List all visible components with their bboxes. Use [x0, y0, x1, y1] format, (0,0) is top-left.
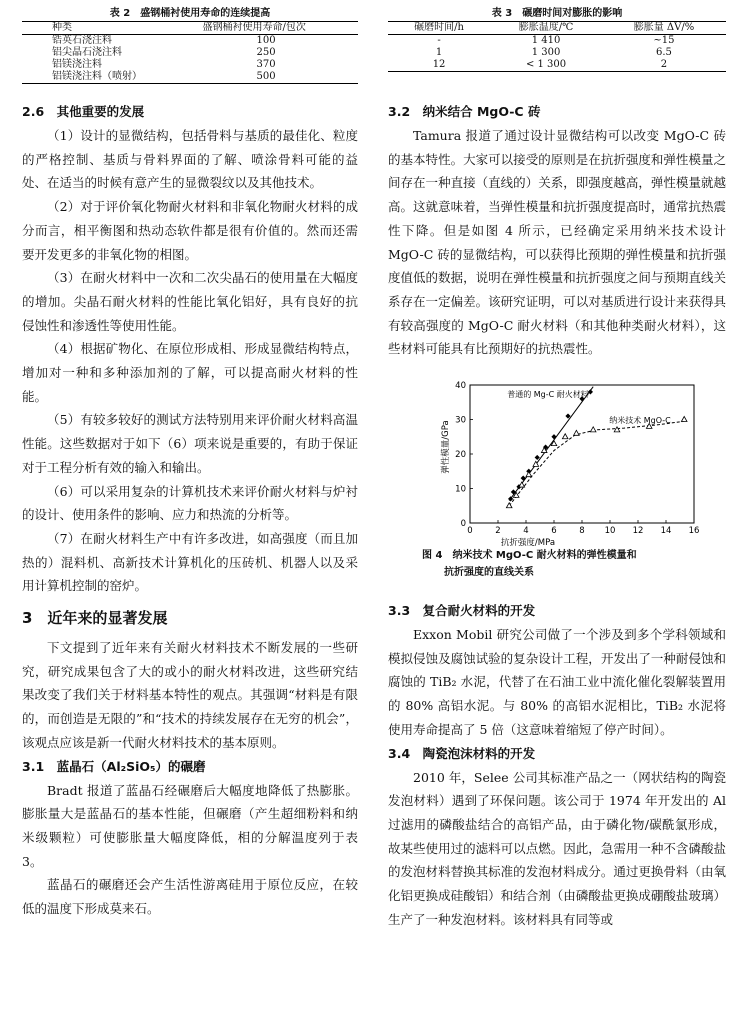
table3	[388, 21, 726, 72]
y-tick-label: 40	[455, 381, 466, 392]
table3-header-time: 碾磨时间/h	[414, 22, 464, 33]
section-3-heading: 3 近年来的显著发展	[22, 609, 168, 628]
figure-4-caption-line2: 抗折强度的直线关系	[444, 567, 534, 579]
section-2-6-heading: 2.6 其他重要的发展	[22, 104, 145, 119]
table2-header-life: 盛钢桶衬使用寿命/包次	[202, 22, 306, 33]
section-3-2-paragraph: Tamura 报道了通过设计显微结构可以改变 MgO-C 砖的基本特性。大家可以接受的原则是在抗折强度和弹性模量之间存在一种直接（直线的）关系，即强度越高，弹性模量就越高。这就意味着，当弹性模量和抗折强度提高时，通常抗热震性下降。但是如图 4 所示，已经确定采用纳米技术设计 MgO-C 砖的显微结构，可以获得比预期的弹性模量和抗折强度值低的数据，说明在弹性模量和抗折强度之间与预期直线关系存在一定偏差。该研究证明，可以对基质进行设计来获得具有较高强度的 MgO-C 耐火材料（和其他种类耐火材料），这些材料可能具有比预期好的抗热震性。	[388, 128, 726, 357]
legend-label-nano: 纳米技术 MgO-C	[609, 416, 671, 426]
data-point-nano	[519, 482, 525, 487]
table2-cell: 500	[256, 71, 276, 82]
table3-cell: 6.5	[656, 47, 672, 58]
data-point-nano	[574, 430, 580, 435]
x-tick-label: 16	[688, 526, 700, 537]
section-2-6-paragraph: （1）设计的显微结构，包括骨料与基质的最佳化、粒度的严格控制、基质与骨料界面的了解、喷涂骨料可能的益处、在适当的时候有意产生的显微裂纹以及其他技术。	[22, 128, 358, 191]
table3-header-temp: 膨胀温度/℃	[518, 22, 574, 33]
chart-axes	[470, 385, 694, 523]
y-tick-label: 20	[455, 450, 466, 461]
table-row	[22, 47, 358, 59]
table3-cell: 1 410	[531, 35, 561, 46]
table2-cell: 锆英石浇注料	[52, 35, 112, 46]
x-tick-label: 12	[632, 526, 644, 537]
figure-4	[388, 375, 726, 547]
section-3-2-heading: 3.2 纳米结合 MgO-C 砖	[388, 104, 541, 119]
data-point-nano	[681, 417, 687, 422]
table3-cell: ~15	[653, 35, 675, 46]
table-row	[388, 35, 726, 48]
section-2-6-paragraph: （2）对于评价氧化物耐火材料和非氧化物耐火材料的成分而言，相平衡图和热动态软件都是很有价值的。然而还需要开发更多的非氧化物的相图。	[22, 199, 358, 262]
section-3-1-paragraph: Bradt 报道了蓝晶石经碾磨后大幅度地降低了热膨胀。膨胀量大是蓝晶石的基本性能，但碾磨（产生超细粉料和纳米级颗粒）可使膨胀量大幅度降低，相的分解温度列于表 3。	[22, 782, 358, 869]
x-tick-label: 14	[660, 526, 672, 537]
x-tick-label: 2	[495, 526, 501, 537]
data-point-nano	[526, 472, 532, 477]
table-row	[388, 59, 726, 72]
left-column	[22, 0, 358, 921]
x-tick-label: 4	[523, 526, 529, 537]
plot-frame	[470, 385, 694, 523]
section-2-6-paragraph: （6）可以采用复杂的计算机技术来评价耐火材料与炉衬的设计、使用条件的影响、应力和热流的分析等。	[22, 483, 358, 523]
x-tick-label: 10	[604, 526, 616, 537]
table-row	[388, 47, 726, 59]
section-3-4-heading: 3.4 陶瓷泡沫材料的开发	[388, 745, 536, 761]
section-2-6-paragraph: （3）在耐火材料中一次和二次尖晶石的使用量在大幅度的增加。尖晶石耐火材料的性能比氧化铝好，具有良好的抗侵蚀性和渗透性等使用性能。	[22, 270, 358, 333]
table2-cell: 铝镁浇注料（喷射）	[52, 71, 142, 82]
table2-cell: 370	[256, 59, 276, 70]
table2-caption: 表 2 盛钢桶衬使用寿命的连续提高	[109, 8, 271, 19]
figure-4-chart	[388, 375, 726, 547]
table2-cell: 250	[256, 47, 276, 58]
data-point-nano	[562, 434, 568, 439]
x-tick-label: 6	[551, 526, 557, 537]
right-column	[388, 0, 726, 931]
data-point-ordinary	[535, 455, 540, 460]
table-row	[22, 71, 358, 84]
table3-cell: 2	[660, 59, 668, 70]
section-2-6-paragraph: （5）有较多较好的测试方法特别用来评价耐火材料高温性能。这些数据对于如下（6）项来说是重要的，有助于保证对于工程分析有效的输入和输出。	[22, 412, 358, 475]
table3-cell: 1	[435, 47, 443, 58]
section-3-3-paragraph: Exxon Mobil 研究公司做了一个涉及到多个学科领域和模拟侵蚀及腐蚀试验的复杂设计工程，开发出了一种耐侵蚀和腐蚀的 TiB₂ 水泥，代替了在石油工业中流化催化裂解装置用的 80% 高铝水泥。与 80% 的高铝水泥相比，TiB₂ 水泥将使用寿命提高了 5 倍（这意味着缩短了停产时间）。	[388, 627, 726, 737]
table3-header-expansion: 膨胀量 ΔV/%	[633, 22, 695, 33]
chart-lines	[509, 387, 684, 506]
chart-marks	[506, 389, 687, 507]
section-2-6-paragraph: （7）在耐火材料生产中有许多改进，如高强度（而且加热的）混料机、高新技术计算机化的压砖机、机器人以及采用计算机控制的窑炉。	[22, 530, 358, 594]
data-point-ordinary	[551, 434, 556, 439]
data-point-nano	[590, 427, 596, 432]
chart-ticks	[455, 381, 699, 536]
section-3-1-heading: 3.1 蓝晶石（Al₂SiO₅）的碾磨	[22, 758, 206, 774]
section-3-paragraph: 下文提到了近年来有关耐火材料技术不断发展的一些研究，研究成果包含了大的或小的耐火材料改进，这些研究结果改变了我们关于材料基本特性的观点。其强调“材料是有限的，而创造是无限的”和“技术的持续发展存在无穷的机会”，该观点应该是新一代耐火材料技术的基本原则。	[22, 640, 358, 750]
table-row	[22, 35, 358, 48]
table2-cell: 铝尖晶石浇注料	[52, 47, 122, 58]
table3-caption: 表 3 碾磨时间对膨胀的影响	[491, 8, 623, 19]
table3-cell: -	[437, 35, 441, 46]
x-tick-label: 8	[579, 526, 585, 537]
y-tick-label: 0	[460, 519, 466, 530]
legend-label-ordinary: 普通的 Mg-C 耐火材料	[507, 390, 589, 400]
x-axis-label: 抗折强度/MPa	[500, 538, 556, 548]
table3-cell: 12	[432, 59, 446, 70]
figure-4-caption-line1: 图 4 纳米技术 MgO-C 耐火材料的弹性模量和	[422, 550, 637, 562]
table-row	[22, 59, 358, 71]
y-tick-label: 30	[455, 415, 466, 426]
table3-cell: < 1 300	[525, 59, 567, 70]
table2-cell: 铝镁浇注料	[52, 59, 102, 70]
section-3-4-paragraph: 2010 年，Selee 公司其标准产品之一（网状结构的陶瓷发泡材料）遇到了环保问题。该公司于 1974 年开发出的 Al 过滤用的磷酸盐结合的高铝产品，由于磷化物/碳酰氯形成，故某些使用过的滤料可以点燃。因此，急需用一种不含磷酸盐的发泡材料替换其标准的发泡材料成分。通过更换骨料（由氧化铝更换成硅酸铝）和结合剂（由磷酸盐更换成硼酸盐玻璃）生产了一种发泡材料。该材料具有同等或	[388, 769, 726, 927]
table3-cell: 1 300	[531, 47, 561, 58]
y-axis-label: 弹性模量/GPa	[441, 420, 451, 474]
section-2-6-paragraph: （4）根据矿物化、在原位形成相、形成显微结构特点，增加对一种和多种添加剂的了解，可以提高耐火材料的性能。	[22, 341, 358, 404]
section-3-3-heading: 3.3 复合耐火材料的开发	[388, 603, 536, 619]
table2-header-type: 种类	[52, 22, 72, 33]
table2	[22, 21, 358, 84]
y-tick-label: 10	[455, 484, 466, 495]
x-tick-label: 0	[467, 526, 473, 537]
section-3-1-paragraph: 蓝晶石的碾磨还会产生活性游离硅用于原位反应，在较低的温度下形成莫来石。	[22, 877, 358, 917]
data-point-nano	[614, 427, 620, 432]
table2-cell: 100	[256, 35, 276, 46]
